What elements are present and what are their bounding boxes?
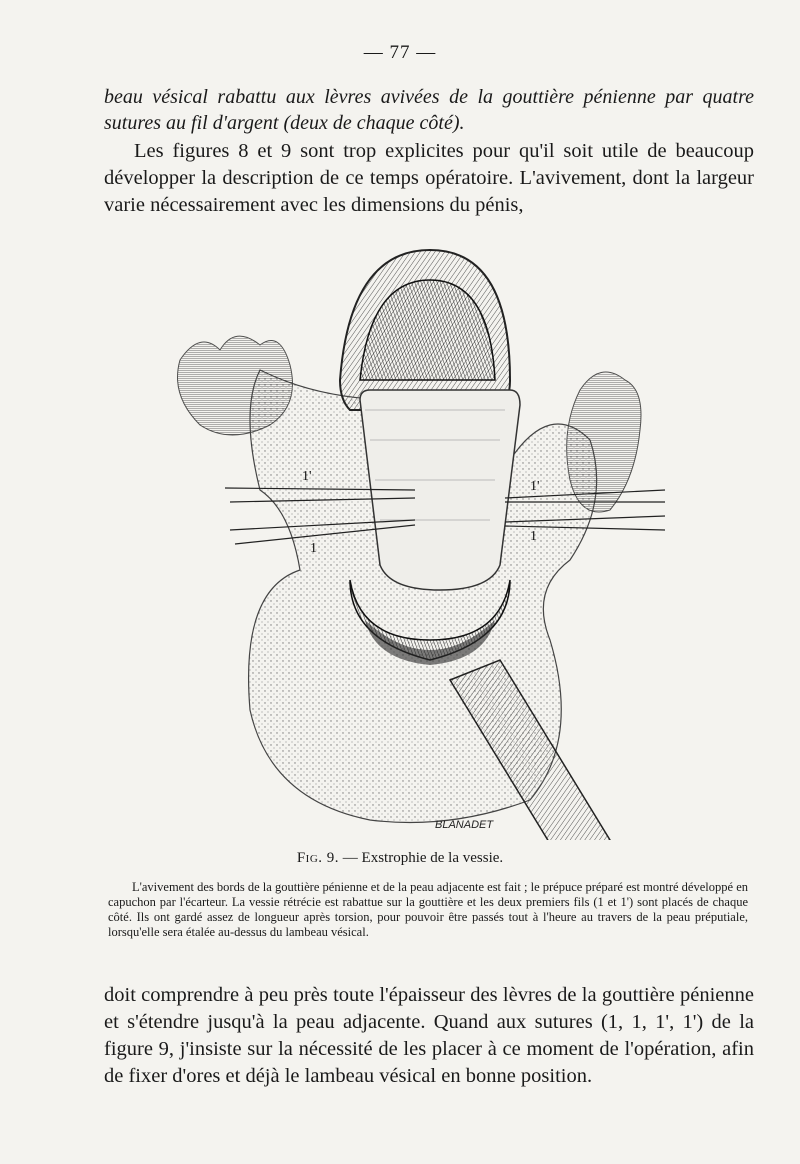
suture-label-left-bottom: 1 [310, 541, 317, 556]
suture-label-right-bottom: 1 [530, 529, 537, 544]
figure-caption [0, 850, 800, 867]
surgical-illustration [150, 240, 670, 840]
paragraph-bottom: doit comprendre à peu près toute l'épaisseur des lèvres de la gouttière pénienne et s'étendre jusqu'à la peau adjacente. Quand aux sutures (1, 1, 1', 1') de la figure 9, j'insiste sur la nécessité de les placer à ce moment de l'opération, afin de fixer d'ores et déjà le lambeau vésical en bonne position. [104, 984, 754, 1087]
artist-signature: BLANADET [435, 819, 494, 831]
suture-label-right-top: 1' [530, 479, 540, 494]
caption-title: — Exstrophie de la vessie. [342, 850, 504, 866]
paragraph-top: Les figures 8 et 9 sont trop explicites pour qu'il soit utile de beaucoup développer la description de ce temps opératoire. L'avivement, dont la largeur varie nécessairement avec les dimensions du pénis, [104, 140, 754, 216]
page-number: — 77 — [363, 42, 437, 63]
figure-legend: L'avivement des bords de la gouttière pénienne et de la peau adjacente est fait ; le prépuce préparé est montré développé en capuchon par l'écarteur. La vessie rétrécie est rabattue sur la gouttière et les deux premiers fils (1 et 1') sont placés de chaque côté. Ils ont gardé assez de longueur après torsion, pour pouvoir être passés tout à l'heure au travers de la peau préputiale, lorsqu'elle sera étalée au-dessus du lambeau vésical. [108, 880, 748, 939]
caption-label: Fig. 9. [296, 850, 340, 866]
intro-italic-text: beau vésical rabattu aux lèvres avivées de la gouttière pénienne par quatre sutures au fil d'argent (deux de chaque côté). [104, 86, 754, 134]
suture-label-left-top: 1' [302, 469, 312, 484]
